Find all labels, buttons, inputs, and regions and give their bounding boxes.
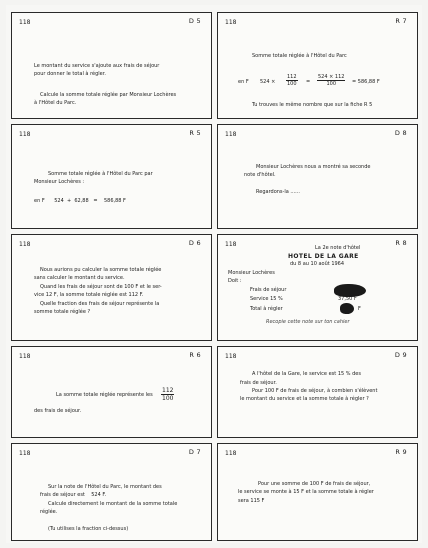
hotel-name: HOTEL DE LA GARE: [288, 253, 359, 260]
text-line: sera 115 F: [238, 498, 265, 504]
text-line: Monsieur Lochères :: [34, 179, 85, 185]
card-code: D 9: [394, 351, 407, 359]
card-code: D 5: [188, 17, 201, 25]
card-code: D 6: [188, 239, 201, 247]
text-line: Sur la note de l'Hôtel du Parc, le montant des: [48, 484, 162, 490]
text-line: Regardons-la ......: [256, 189, 300, 195]
text-line: pour donner le total à régler.: [34, 71, 106, 77]
text-line: Quelle fraction des frais de séjour représente la: [40, 301, 160, 307]
card-number: 118: [225, 131, 237, 138]
text-line: vice 12 F, la somme totale réglée est 112 F.: [34, 292, 144, 298]
text-line: Somme totale réglée à l'Hôtel du Parc: [252, 53, 347, 59]
text-line: somme totale réglée ?: [34, 309, 91, 315]
text-line: = 586,88 F: [352, 79, 380, 85]
card-number: 118: [225, 450, 237, 457]
card-d8: [217, 124, 418, 229]
text-line: frais de séjour est 524 F.: [40, 492, 107, 498]
card-d6: [11, 234, 212, 341]
text-line: 524 ×: [260, 79, 276, 85]
fraction-112-100: $\frac{112}{100}$: [162, 387, 174, 402]
card-number: 118: [19, 241, 31, 248]
text-line: Calcule la somme totale réglée par Monsieur Lochères: [40, 92, 177, 98]
text-line: A l'hôtel de la Gare, le service est 15 % des: [252, 371, 361, 377]
text-line: le montant du service et la somme totale à régler ?: [240, 396, 369, 402]
card-number: 118: [225, 19, 237, 26]
text-line: Doit :: [228, 278, 242, 284]
text-line: réglée.: [40, 509, 58, 515]
text-line: Somme totale réglée à l'Hôtel du Parc par: [48, 171, 153, 177]
text-line: Tu trouves le même nombre que sur la fiche R 5: [252, 102, 373, 108]
card-r7: [217, 12, 418, 119]
card-code: R 9: [395, 448, 407, 456]
ink-blot-2: [340, 303, 354, 314]
line-total: Total à régler: [250, 306, 283, 312]
service-amount: 37,50 F: [338, 296, 357, 302]
text-line: Calcule directement le montant de la somme totale: [48, 501, 178, 507]
text-line: à l'Hôtel du Parc.: [34, 100, 77, 106]
card-number: 118: [19, 19, 31, 26]
card-code: R 6: [189, 351, 201, 359]
line-frais: Frais de séjour: [250, 287, 287, 293]
text-line: en F: [238, 79, 249, 85]
text-line: Pour 100 F de frais de séjour, à combien s'élèvent: [252, 388, 378, 394]
card-code: D 7: [188, 448, 201, 456]
card-number: 118: [225, 241, 237, 248]
card-code: R 7: [395, 17, 407, 25]
text-line: =: [306, 79, 311, 85]
fraction-524x112-100: $\frac{524 \times 112}{100}$: [318, 74, 345, 87]
card-r5: [11, 124, 212, 229]
card-d9: [217, 346, 418, 438]
text-line: Nous aurions pu calculer la somme totale réglée: [40, 267, 162, 273]
card-r6: [11, 346, 212, 438]
note-caption: La 2e note d'hôtel: [315, 245, 361, 251]
card-code: R 8: [395, 239, 407, 247]
total-unit: F: [358, 306, 361, 312]
stay-dates: du 8 au 10 août 1964: [290, 261, 345, 267]
text-line: Le montant du service s'ajoute aux frais de séjour: [34, 63, 160, 69]
exercise-sheet: [6, 5, 422, 543]
text-line: La somme totale réglée représente les: [56, 392, 153, 398]
card-number: 118: [19, 450, 31, 457]
card-number: 118: [19, 353, 31, 360]
card-number: 118: [19, 131, 31, 138]
text-line: frais de séjour.: [240, 380, 277, 386]
text-line: Monsieur Lochères nous a montré sa seconde: [256, 164, 371, 170]
text-line: note d'hôtel.: [244, 172, 276, 178]
card-r9: [217, 443, 418, 541]
text-line: sans calculer le montant du service.: [34, 275, 125, 281]
text-line: des frais de séjour.: [34, 408, 82, 414]
card-d5: [11, 12, 212, 119]
instruction-line: Recopie cette note sur ton cahier: [266, 319, 350, 325]
card-code: R 5: [189, 129, 201, 137]
text-line: Pour une somme de 100 F de frais de séjour,: [258, 481, 371, 487]
text-line: le service se monte à 15 F et la somme totale à régler: [238, 489, 374, 495]
card-r8: [217, 234, 418, 341]
card-number: 118: [225, 353, 237, 360]
card-d7: [11, 443, 212, 541]
fraction-112-100: $\frac{112}{100}$: [287, 74, 297, 87]
text-line: en F 524 + 62,88 = 586,88 F: [34, 198, 126, 204]
text-line: (Tu utilises la fraction ci-dessus): [48, 526, 129, 532]
card-code: D 8: [394, 129, 407, 137]
text-line: Quand les frais de séjour sont de 100 F et le ser-: [40, 284, 162, 290]
line-service: Service 15 %: [250, 296, 283, 302]
guest-name: Monsieur Lochères: [228, 270, 275, 276]
